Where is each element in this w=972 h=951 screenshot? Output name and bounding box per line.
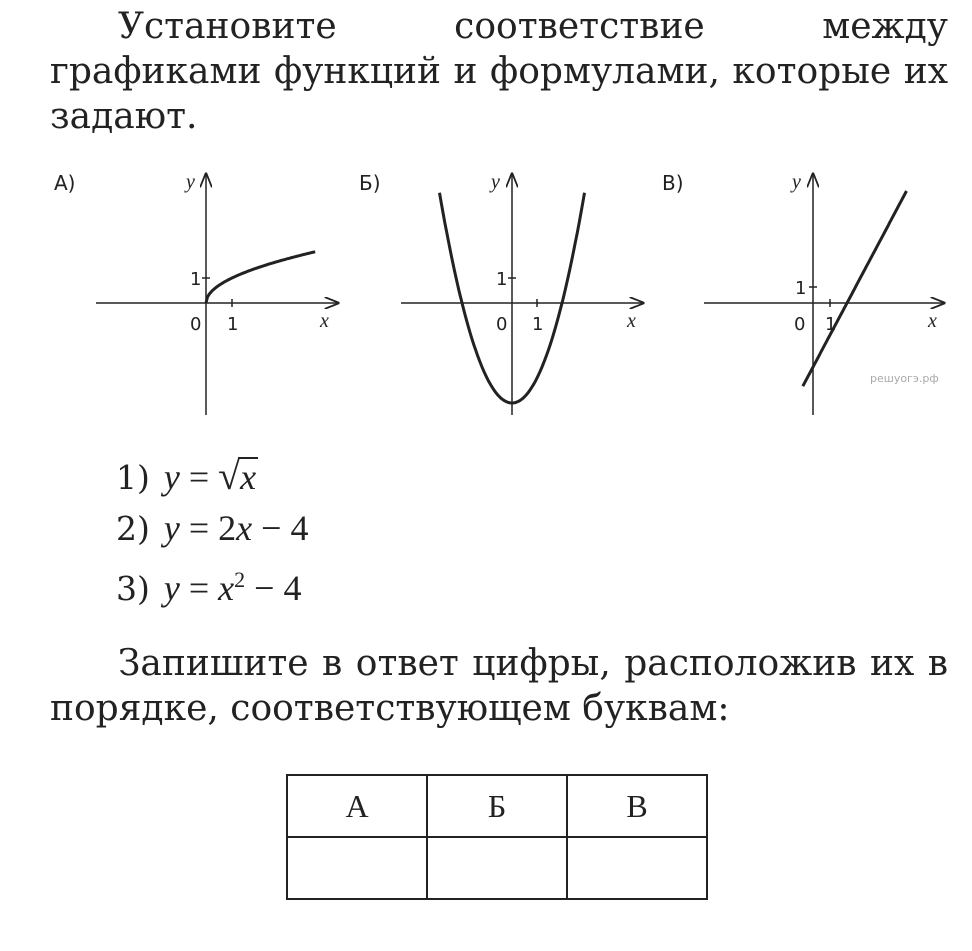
watermark: решуогэ.рф — [870, 372, 939, 385]
formula-3-var: x — [218, 568, 235, 608]
graph-a-xtick-label: 1 — [227, 314, 239, 335]
answer-cell-c[interactable] — [567, 837, 707, 899]
graph-a-svg — [50, 160, 350, 420]
formula-2-var: x — [236, 508, 253, 548]
graph-a-xlabel: x — [320, 310, 329, 332]
formula-list — [116, 450, 308, 606]
answer-header-a: А — [287, 775, 427, 837]
graph-c-curve — [803, 191, 907, 386]
graph-b — [355, 160, 655, 425]
formula-2-coef: 2 — [218, 508, 237, 548]
graph-a-origin: 0 — [190, 314, 202, 335]
answer-cell-b[interactable] — [427, 837, 567, 899]
formula-3-exponent: 2 — [234, 567, 246, 592]
formula-2-const: − 4 — [252, 508, 309, 548]
formula-2 — [116, 502, 308, 554]
graph-c-letter: В) — [662, 171, 684, 195]
graph-a-letter: А) — [54, 171, 76, 195]
formula-3-number: 3) — [116, 569, 150, 608]
graph-b-origin: 0 — [496, 314, 508, 335]
graph-c-ylabel: y — [792, 171, 801, 193]
graph-b-letter: Б) — [359, 171, 381, 195]
formula-1-lhs: y — [163, 457, 180, 497]
formula-2-number: 2) — [116, 509, 150, 548]
formula-3-lhs: y — [163, 568, 180, 608]
formula-1-eq: = — [179, 457, 219, 497]
task-instruction — [50, 641, 948, 731]
graph-c — [658, 160, 958, 425]
answer-table-header-row — [287, 775, 707, 837]
graph-b-ytick-label: 1 — [496, 269, 508, 290]
answer-cell-a[interactable] — [287, 837, 427, 899]
formula-1-radicand-box — [238, 457, 258, 495]
answer-header-c: В — [567, 775, 707, 837]
graph-c-xlabel: x — [928, 310, 937, 332]
graph-c-svg — [658, 160, 958, 420]
graph-b-svg — [355, 160, 655, 420]
graph-c-xtick-label: 1 — [825, 314, 837, 335]
formula-1-number: 1) — [116, 458, 150, 497]
formula-2-eq: = — [179, 508, 219, 548]
formula-3-eq: = — [179, 568, 219, 608]
graph-a-ytick-label: 1 — [190, 269, 202, 290]
formula-1 — [116, 450, 308, 502]
answer-table-input-row — [287, 837, 707, 899]
graph-b-xtick-label: 1 — [532, 314, 544, 335]
graph-b-xlabel: x — [627, 310, 636, 332]
radical-sign: √ — [218, 453, 241, 498]
graph-c-origin: 0 — [794, 314, 806, 335]
formula-3-const: − 4 — [245, 568, 302, 608]
formula-1-radicand: x — [240, 457, 257, 497]
graph-a-ylabel: y — [186, 171, 195, 193]
formula-2-lhs: y — [163, 508, 180, 548]
task-instruction-text: Запишите в ответ цифры, расположив их в порядке, соответствующем буквам: — [50, 643, 948, 729]
task-intro-text: Установите соответствие между графиками функций и формулами, которые их задают. — [50, 6, 948, 137]
graph-c-ytick-label: 1 — [795, 278, 807, 299]
graph-a — [50, 160, 350, 425]
answer-header-b: Б — [427, 775, 567, 837]
answer-table — [286, 774, 708, 900]
task-intro — [50, 4, 948, 139]
graph-b-ylabel: y — [491, 171, 500, 193]
graph-a-curve — [206, 252, 315, 303]
formula-3 — [116, 554, 308, 606]
